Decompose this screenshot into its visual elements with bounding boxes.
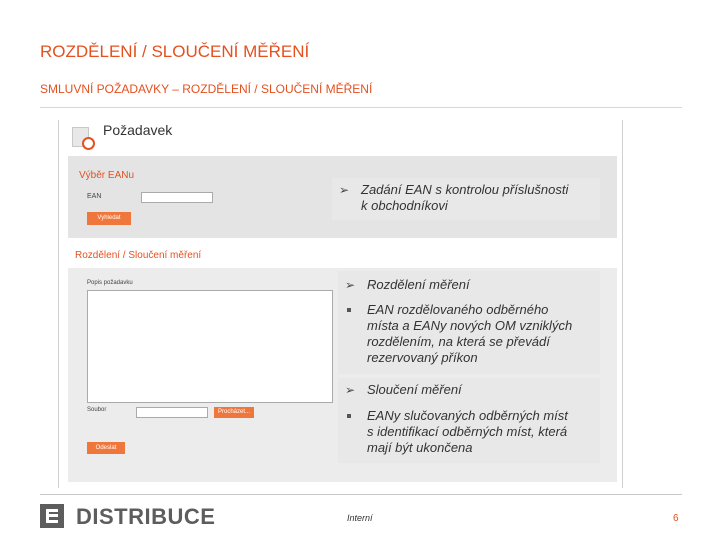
request-description-textarea[interactable] bbox=[87, 290, 333, 403]
callout-heading: Rozdělení měření bbox=[367, 277, 470, 292]
arrow-bullet-icon: ➢ bbox=[339, 183, 350, 197]
callout-line: mají být ukončena bbox=[367, 440, 473, 455]
square-bullet-icon bbox=[347, 308, 351, 312]
callout-line: rezervovaný příkon bbox=[367, 350, 478, 365]
callout-line: místa a EANy nových OM vzniklých bbox=[367, 318, 573, 333]
callout-line: rozdělením, na která se převádí bbox=[367, 334, 550, 349]
callout-line: EANy slučovaných odběrných míst bbox=[367, 408, 568, 423]
callout-merge-measurement bbox=[338, 378, 600, 463]
page-title: ROZDĚLENÍ / SLOUČENÍ MĚŘENÍ bbox=[40, 42, 310, 61]
arrow-bullet-icon: ➢ bbox=[345, 383, 356, 397]
page-number: 6 bbox=[673, 513, 679, 524]
browse-button[interactable]: Procházet... bbox=[214, 407, 254, 418]
callout-line: Zadání EAN s kontrolou příslušnosti bbox=[361, 182, 569, 197]
ean-selection-title: Výběr EANu bbox=[79, 170, 135, 181]
file-label: Soubor bbox=[87, 407, 107, 413]
company-logo-text: DISTRIBUCE bbox=[76, 504, 216, 529]
callout-line: s identifikací odběrných míst, která bbox=[367, 424, 568, 439]
footer-divider bbox=[40, 494, 682, 495]
callout-ean-entry bbox=[332, 178, 600, 220]
top-divider bbox=[40, 107, 682, 108]
request-description-label: Popis požadavku bbox=[87, 280, 133, 286]
ean-label: EAN bbox=[87, 193, 102, 200]
file-input[interactable] bbox=[136, 407, 208, 418]
square-bullet-icon bbox=[347, 414, 351, 418]
company-logo-icon bbox=[40, 504, 64, 528]
callout-line: k obchodníkovi bbox=[361, 198, 448, 213]
request-document-icon bbox=[72, 127, 89, 147]
search-button[interactable]: Vyhledat bbox=[87, 212, 131, 225]
ean-input[interactable] bbox=[141, 192, 213, 203]
callout-line: EAN rozdělovaného odběrného bbox=[367, 302, 549, 317]
callout-split-measurement bbox=[338, 271, 600, 374]
screenshot-heading: Požadavek bbox=[103, 122, 173, 138]
page-subtitle: SMLUVNÍ POŽADAVKY – ROZDĚLENÍ / SLOUČENÍ MĚŘENÍ bbox=[40, 82, 373, 96]
submit-button[interactable]: Odeslat bbox=[87, 442, 125, 454]
callout-heading: Sloučení měření bbox=[367, 382, 462, 397]
split-merge-title: Rozdělení / Sloučení měření bbox=[75, 250, 202, 261]
arrow-bullet-icon: ➢ bbox=[345, 278, 356, 292]
classification-label: Interní bbox=[347, 513, 373, 523]
